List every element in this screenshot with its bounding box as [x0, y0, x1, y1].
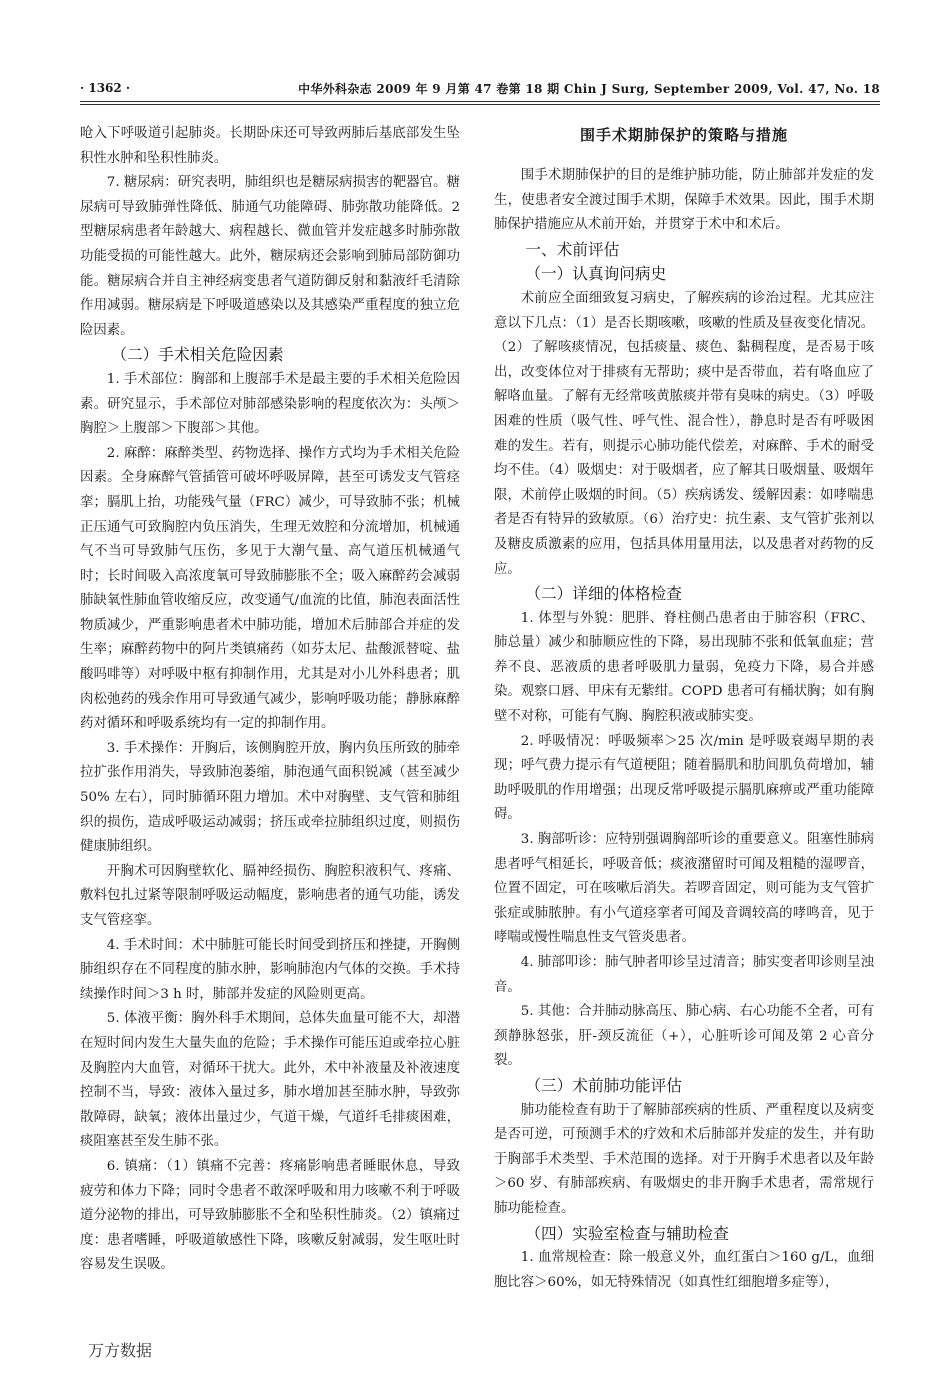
paragraph: 4. 手术时间：术中肺脏可能长时间受到挤压和挫捷，开胸侧肺组织存在不同程度的肺水肿，影响肺泡内气体的交换。手术持续操作时间＞3 h 时，肺部并发症的风险则更高。	[80, 937, 460, 1002]
subsection-heading: （二）详细的体格检查	[525, 584, 682, 604]
watermark-text: 万方数据	[88, 1341, 153, 1360]
journal-citation: 中华外科杂志 2009 年 9 月第 47 卷第 18 期 Chin J Surg, September 2009, Vol. 47, No. 18	[298, 82, 880, 96]
paragraph: 5. 其他：合并肺动脉高压、肺心病、右心功能不全者，可有颈静脉怒张，肝-颈反流征（+），心脏听诊可闻及第 2 心音分裂。	[494, 1004, 874, 1069]
subsection-heading: （一）认真询问病史	[525, 264, 667, 284]
header-rule-top	[80, 101, 880, 102]
subsection-heading: （三）术前肺功能评估	[525, 1075, 682, 1095]
running-header	[80, 78, 880, 100]
paragraph: 开胸术可因胸壁软化、膈神经损伤、胸腔积液积气、疼痛、敷料包扎过紧等限制呼吸运动幅度，影响患者的通气功能，诱发支气管痉挛。	[80, 863, 460, 928]
paragraph: 2. 呼吸情况：呼吸频率＞25 次/min 是呼吸衰竭早期的表现；呼气费力提示有气道梗阻；随着膈肌和肋间肌负荷增加，辅助呼吸肌的作用增强；出现反常呼吸提示膈肌麻痹或严重功能障碍。	[494, 733, 874, 823]
section-heading: 一、术前评估	[525, 239, 620, 259]
paragraph: 6. 镇痛：（1）镇痛不完善：疼痛影响患者睡眠休息，导致疲劳和体力下降；同时令患者不敢深呼吸和用力咳嗽不利于呼吸道分泌物的排出，可导致肺膨胀不全和坠积性肺炎。（2）镇痛过度：患者嗜睡，呼吸道敏感性下降，咳嗽反射减弱，发生呕吐时容易发生误吸。	[80, 1158, 460, 1273]
header-rule-bottom	[80, 104, 880, 105]
paragraph: 7. 糖尿病：研究表明，肺组织也是糖尿病损害的靶器官。糖尿病可导致肺弹性降低、肺通气功能障碍、肺弥散功能降低。2 型糖尿病患者年龄越大、病程越长、微血管并发症越多时肺弥散功能受损的可能性越大。此外，糖尿病还会影响到肺局部防御功能。糖尿病合并自主神经病变患者气道防御反射和黏液纤毛清除作用减弱。糖尿病是下呼吸道感染以及其感染严重程度的独立危险因素。	[80, 175, 460, 338]
paragraph: 4. 肺部叩诊：肺气肿者叩诊呈过清音；肺实变者叩诊则呈浊音。	[494, 955, 874, 995]
left-column	[80, 122, 460, 1278]
paragraph: 1. 血常规检查：除一般意义外，血红蛋白＞160 g/L，血细胞比容＞60%，如无特殊情况（如真性红细胞增多症等），	[494, 1250, 874, 1290]
paragraph: 3. 手术操作：开胸后，该侧胸腔开放，胸内负压所致的肺牵拉扩张作用消失，导致肺泡萎缩，肺泡通气面积锐减（甚至减少 50% 左右），同时肺循环阻力增加。术中对胸壁、支气管和肺组织的损伤，造成呼吸运动减弱；挤压或牵拉肺组织过度，则损伤健康肺组织。	[80, 740, 460, 855]
paragraph: 3. 胸部听诊：应特别强调胸部听诊的重要意义。阻塞性肺病患者呼气相延长，呼吸音低；痰液潴留时可闻及粗糙的湿啰音，位置不固定，可在咳嗽后消失。若啰音固定，则可能为支气管扩张症或肺脓肿。有小气道痉挛者可闻及音调较高的哮鸣音，见于哮喘或慢性喘息性支气管炎患者。	[494, 832, 874, 946]
paragraph: 术前应全面细致复习病史，了解疾病的诊治过程。尤其应注意以下几点：（1）是否长期咳嗽，咳嗽的性质及昼夜变化情况。（2）了解咳痰情况，包括痰量、痰色、黏稠程度，是否易于咳出，改变体位对于排痰有无帮助；痰中是否带血，若有咯血应了解咯血量。了解有无经常咳黄脓痰并带有臭味的病史。（3）呼吸困难的性质（吸气性、呼气性、混合性），静息时是否有呼吸困难的发生。若有，则提示心肺功能代偿差，对麻醉、手术的耐受均不佳。（4）吸烟史：对于吸烟者，应了解其日吸烟量、吸烟年限，术前停止吸烟的时间。（5）疾病诱发、缓解因素：如哮喘患者是否有特异的致敏原。（6）治疗史：抗生素、支气管扩张剂以及糖皮质激素的应用，包括具体用量用法，以及患者对药物的反应。	[494, 290, 874, 577]
page-number: · 1362 ·	[80, 81, 131, 95]
subsection-heading: （四）实验室检查与辅助检查	[525, 1223, 729, 1243]
right-column	[494, 122, 874, 1295]
paragraph: 1. 手术部位：胸部和上腹部手术是最主要的手术相关危险因素。研究显示，手术部位对肺部感染影响的程度依次为：头颅＞胸腔＞上腹部＞下腹部＞其他。	[80, 371, 460, 437]
paragraph: 围手术期肺保护的目的是维护肺功能，防止肺部并发症的发生，使患者安全渡过围手术期，保障手术效果。因此，围手术期肺保护措施应从术前开始，并贯穿于术中和术后。	[494, 168, 874, 233]
section-title: 围手术期肺保护的策略与措施	[579, 126, 788, 144]
paragraph: 1. 体型与外貌：肥胖、脊柱侧凸患者由于肺容积（FRC、肺总量）减少和肺顺应性的下降，易出现肺不张和低氧血症；营养不良、恶液质的患者呼吸肌力量弱，免疫力下降，易合并感染。观察口唇、甲床有无紫绀。COPD 患者可有桶状胸；如有胸壁不对称，可能有气胸、胸腔积液或肺实变。	[494, 610, 874, 725]
paragraph: 呛入下呼吸道引起肺炎。长期卧床还可导致两肺后基底部发生坠积性水肿和坠积性肺炎。	[80, 126, 460, 166]
paragraph: 5. 体液平衡：胸外科手术期间，总体失血量可能不大，却潜在短时间内发生大量失血的危险；手术操作可能压迫或牵拉心脏及胸腔内大血管，对循环干扰大。此外，术中补液量及补液速度控制不当，导致：液体入量过多，肺水增加甚至肺水肿，导致弥散障碍，缺氧；液体出量过少，气道干燥，气道纤毛排痰困难，痰阻塞甚至发生肺不张。	[80, 1011, 460, 1150]
paragraph: 肺功能检查有助于了解肺部疾病的性质、严重程度以及病变是否可逆，可预测手术的疗效和术后肺部并发症的发生，并有助于胸部手术类型、手术范围的选择。对于开胸手术患者以及年龄＞60 岁、有肺部疾病、有吸烟史的非开胸手术患者，需常规行肺功能检查。	[494, 1102, 874, 1216]
section-heading: （二）手术相关危险因素	[111, 345, 284, 365]
paragraph: 2. 麻醉：麻醉类型、药物选择、操作方式均为手术相关危险因素。全身麻醉气管插管可破坏呼吸屏障，甚至可诱发支气管痉挛；膈肌上抬，功能残气量（FRC）减少，可导致肺不张；机械正压通气可致胸腔内负压消失，生理无效腔和分流增加，机械通气不当可导致肺气压伤，多见于大潮气量、高气道压机械通气时；长时间吸入高浓度氧可导致肺膨胀不全；吸入麻醉药会减弱肺缺氧性肺血管收缩反应，改变通气/血流的比值，肺泡表面活性物质减少，严重影响患者术中肺功能，增加术后肺部合并症的发生率；麻醉药物中的阿片类镇痛药（如芬太尼、盐酸派替啶、盐酸吗啡等）对呼吸中枢有抑制作用，尤其是对小儿外科患者；肌肉松弛药的残余作用可导致通气减少，影响呼吸功能；静脉麻醉药对循环和呼吸系统均有一定的抑制作用。	[80, 445, 460, 732]
